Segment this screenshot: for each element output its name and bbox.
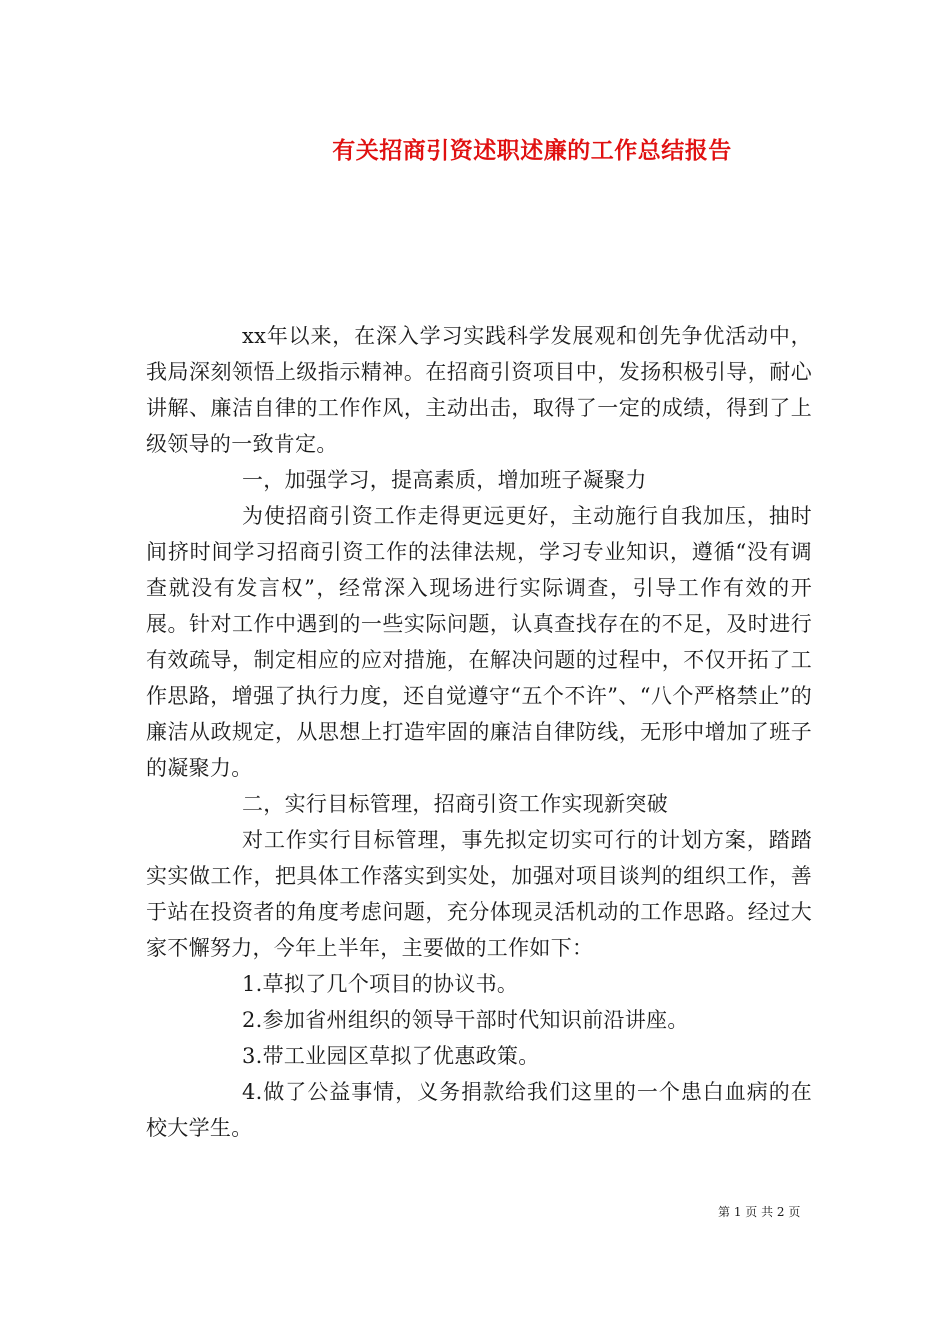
document-body: [146, 318, 812, 1146]
page-indicator: 第 1 页 共 2 页: [718, 1205, 801, 1219]
section-2-paragraph: 对工作实行目标管理，事先拟定切实可行的计划方案，踏踏实实做工作，把具体工作落实到实处，加强对项目谈判的组织工作，善于站在投资者的角度考虑问题，充分体现灵活机动的工作思路。经过大家不懈努力，今年上半年，主要做的工作如下：: [146, 828, 812, 960]
list-item-4: 4.做了公益事情，义务捐款给我们这里的一个患白血病的在校大学生。: [146, 1080, 812, 1140]
section-1-paragraph: 为使招商引资工作走得更远更好，主动施行自我加压，抽时间挤时间学习招商引资工作的法律法规，学习专业知识，遵循“没有调查就没有发言权”，经常深入现场进行实际调查，引导工作有效的开展。针对工作中遇到的一些实际问题，认真查找存在的不足，及时进行有效疏导，制定相应的应对措施，在解决问题的过程中，不仅开拓了工作思路，增强了执行力度，还自觉遵守“五个不许”、“八个严格禁止”的廉洁从政规定，从思想上打造牢固的廉洁自律防线，无形中增加了班子的凝聚力。: [146, 504, 812, 780]
list-item-2: 2.参加省州组织的领导干部时代知识前沿讲座。: [242, 1008, 689, 1032]
section-heading-2: 二，实行目标管理，招商引资工作实现新突破: [242, 792, 668, 816]
section-heading-1: 一，加强学习，提高素质，增加班子凝聚力: [242, 468, 647, 492]
list-item-1: 1.草拟了几个项目的协议书。: [242, 972, 519, 996]
list-item-3: 3.带工业园区草拟了优惠政策。: [242, 1044, 540, 1068]
intro-paragraph: xx年以来，在深入学习实践科学发展观和创先争优活动中，我局深刻领悟上级指示精神。在招商引资项目中，发扬积极引导，耐心讲解、廉洁自律的工作作风，主动出击，取得了一定的成绩，得到了上级领导的一致肯定。: [146, 324, 812, 456]
document-title: 有关招商引资述职述廉的工作总结报告: [332, 137, 732, 164]
